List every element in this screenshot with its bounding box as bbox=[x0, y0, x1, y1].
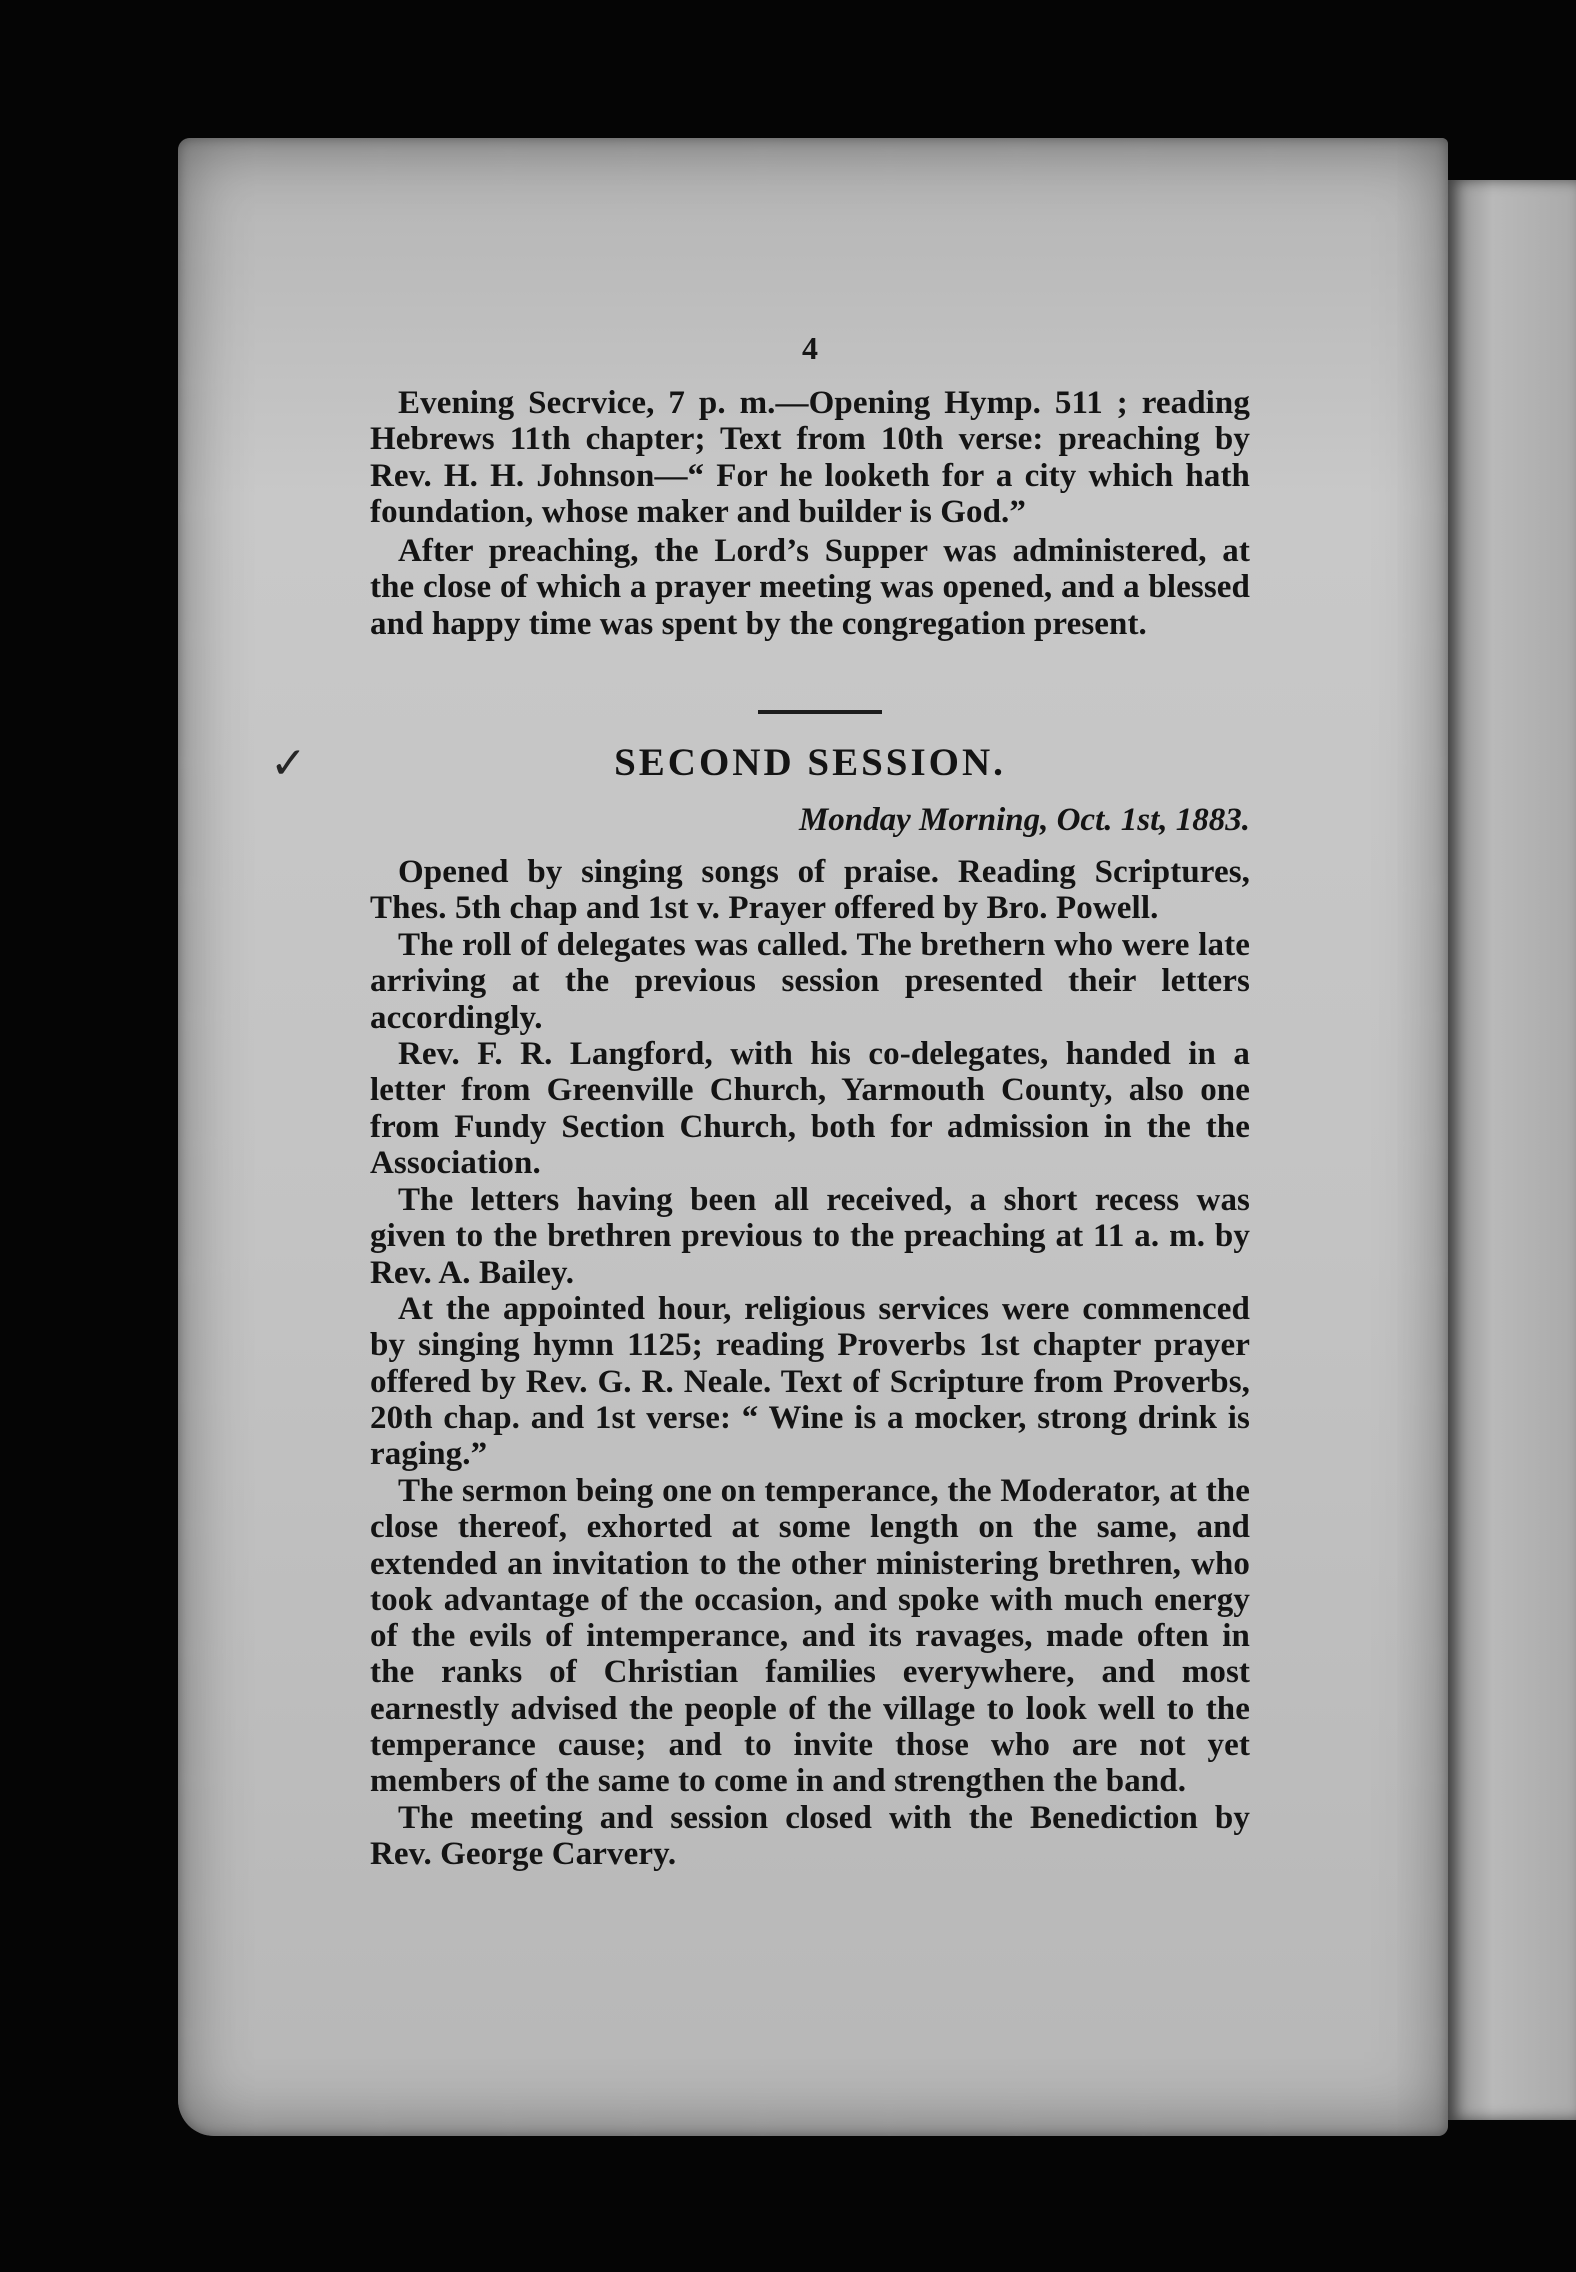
section-divider bbox=[758, 710, 882, 714]
paragraph-langford: Rev. F. R. Langford, with his co-delegates, handed in a letter from Greenville Church, Yarmouth County, also one from Fundy Section Church, both for admission in the the Association. bbox=[370, 1036, 1250, 1181]
paragraph-evening-service: Evening Secrvice, 7 p. m.—Opening Hymp. 511 ; reading Hebrews 11th chapter; Text from 10th verse: preaching by Rev. H. H. Johnson—“ For he looketh for a city which hath foundation, whose maker and builder is God.” bbox=[370, 385, 1250, 530]
paragraph-benediction: The meeting and session closed with the Benediction by Rev. George Carvery. bbox=[370, 1800, 1250, 1873]
section-heading: SECOND SESSION. bbox=[614, 741, 1006, 784]
section-date: Monday Morning, Oct. 1st, 1883. bbox=[798, 802, 1250, 838]
paragraph-services: At the appointed hour, religious services were commenced by singing hymn 1125; reading Proverbs 1st chapter prayer offered by Rev. G. R. Neale. Text of Scripture from Proverbs, 20th chap. and 1st verse: “ Wine is a mocker, strong drink is raging.” bbox=[370, 1291, 1250, 1473]
facing-page-edge bbox=[1448, 180, 1576, 2120]
paragraph-opened: Opened by singing songs of praise. Reading Scriptures, Thes. 5th chap and 1st v. Prayer offered by Bro. Powell. bbox=[370, 854, 1250, 927]
paragraph-roll-call: The roll of delegates was called. The brethern who were late arriving at the previous session presented their letters accordingly. bbox=[370, 927, 1250, 1036]
paragraph-recess: The letters having been all received, a short recess was given to the brethren previous to the preaching at 11 a. m. by Rev. A. Bailey. bbox=[370, 1182, 1250, 1291]
paragraph-temperance-sermon: The sermon being one on temperance, the Moderator, at the close thereof, exhorted at some length on the same, and extended an invitation to the other ministering brethren, who took advantage of the occasion, and spoke with much energy of the evils of intemperance, and its ravages, made often in the ranks of Christian families everywhere, and most earnestly advised the people of the village to look well to the temperance cause; and to invite those who are not yet members of the same to come in and strengthen the band. bbox=[370, 1473, 1250, 1800]
check-mark-icon: ✓ bbox=[270, 738, 307, 789]
paragraph-lords-supper: After preaching, the Lord’s Supper was administered, at the close of which a prayer meeting was opened, and a blessed and happy time was spent by the congregation present. bbox=[370, 533, 1250, 642]
page-number: 4 bbox=[802, 330, 818, 366]
